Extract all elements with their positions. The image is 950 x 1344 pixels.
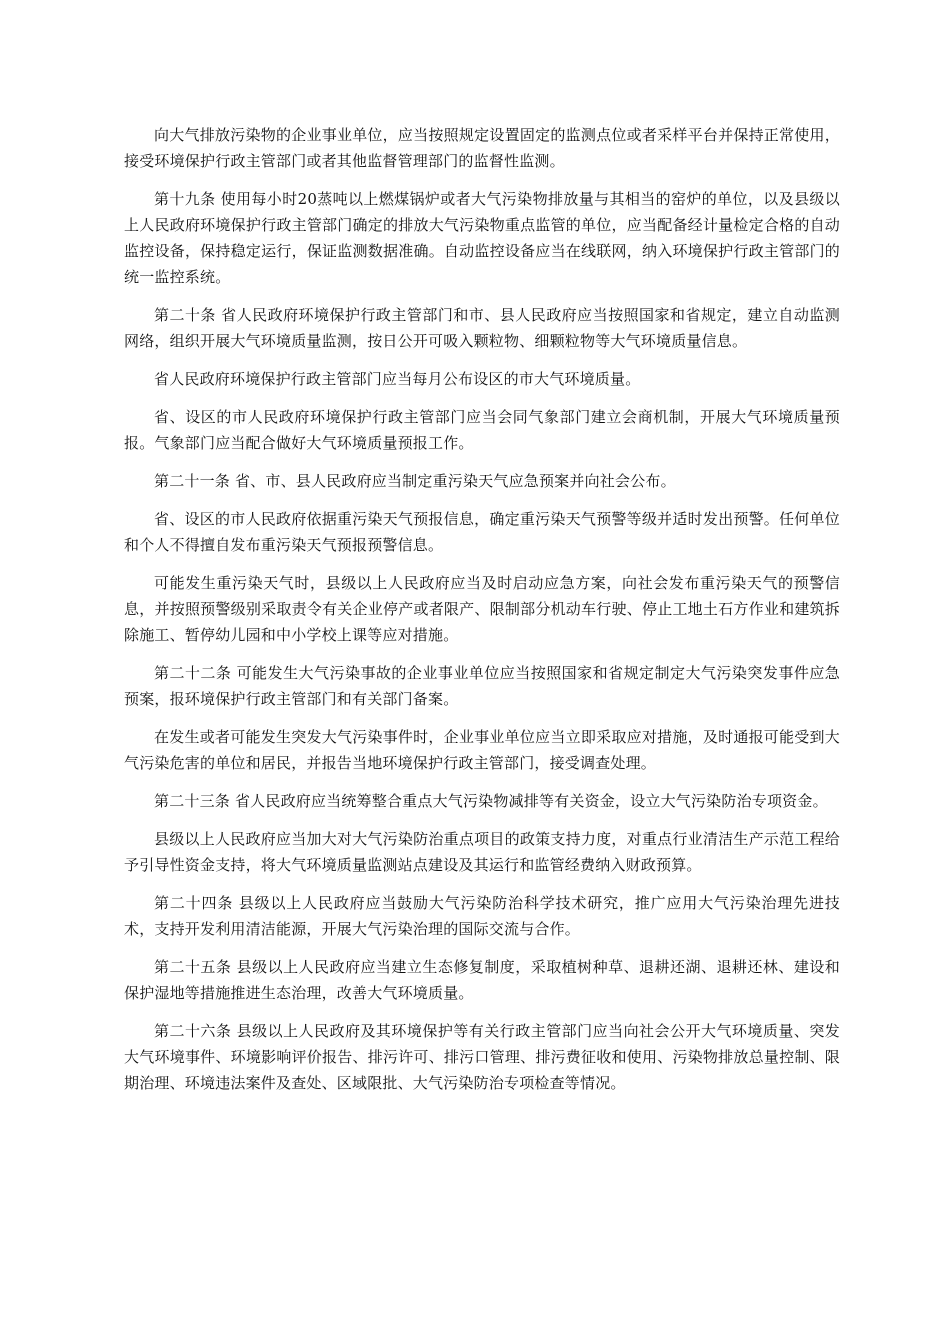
paragraph-article-23: 第二十三条 省人民政府应当统筹整合重点大气污染物减排等有关资金，设立大气污染防治专项资金。 (154, 792, 828, 810)
paragraph-forecast-mechanism: 省、设区的市人民政府环境保护行政主管部门应当会同气象部门建立会商机制，开展大气环境质量预报。气象部门应当配合做好大气环境质量预报工作。 (124, 408, 840, 452)
paragraph-article-26: 第二十六条 县级以上人民政府及其环境保护等有关行政主管部门应当向社会公开大气环境质量、突发大气环境事件、环境影响评价报告、排污许可、排污口管理、排污费征收和使用、污染物排放总量控制、限期治理、环境违法案件及查处、区域限批、大气污染防治专项检查等情况。 (124, 1022, 840, 1092)
document-body (124, 122, 840, 1108)
paragraph-article-21: 第二十一条 省、市、县人民政府应当制定重污染天气应急预案并向社会公布。 (154, 472, 676, 490)
paragraph-warning-level: 省、设区的市人民政府依据重污染天气预报信息，确定重污染天气预警等级并适时发出预警。任何单位和个人不得擅自发布重污染天气预报预警信息。 (124, 510, 840, 554)
paragraph-article-20: 第二十条 省人民政府环境保护行政主管部门和市、县人民政府应当按照国家和省规定，建立自动监测网络，组织开展大气环境质量监测，按日公开可吸入颗粒物、细颗粒物等大气环境质量信息。 (124, 306, 840, 350)
paragraph-incident-response: 在发生或者可能发生突发大气污染事件时，企业事业单位应当立即采取应对措施，及时通报可能受到大气污染危害的单位和居民，并报告当地环境保护行政主管部门，接受调查处理。 (124, 728, 840, 772)
paragraph-monthly-publication: 省人民政府环境保护行政主管部门应当每月公布设区的市大气环境质量。 (154, 370, 641, 388)
paragraph-article-25: 第二十五条 县级以上人民政府应当建立生态修复制度，采取植树种草、退耕还湖、退耕还林、建设和保护湿地等措施推进生态治理，改善大气环境质量。 (124, 958, 840, 1002)
paragraph-policy-support: 县级以上人民政府应当加大对大气污染防治重点项目的政策支持力度，对重点行业清洁生产示范工程给予引导性资金支持，将大气环境质量监测站点建设及其运行和监管经费纳入财政预算。 (124, 830, 840, 874)
paragraph-emergency-measures: 可能发生重污染天气时，县级以上人民政府应当及时启动应急方案，向社会发布重污染天气的预警信息，并按照预警级别采取责令有关企业停产或者限产、限制部分机动车行驶、停止工地土石方作业和建筑拆除施工、暂停幼儿园和中小学校上课等应对措施。 (124, 574, 840, 644)
paragraph-article-22: 第二十二条 可能发生大气污染事故的企业事业单位应当按照国家和省规定制定大气污染突发事件应急预案，报环境保护行政主管部门和有关部门备案。 (124, 664, 840, 708)
paragraph-article-19: 第十九条 使用每小时20蒸吨以上燃煤锅炉或者大气污染物排放量与其相当的窑炉的单位，以及县级以上人民政府环境保护行政主管部门确定的排放大气污染物重点监管的单位，应当配备经计量检定合格的自动监控设备，保持稳定运行，保证监测数据准确。自动监控设备应当在线联网，纳入环境保护行政主管部门的统一监控系统。 (124, 190, 840, 286)
paragraph-article-24: 第二十四条 县级以上人民政府应当鼓励大气污染防治科学技术研究，推广应用大气污染治理先进技术，支持开发利用清洁能源，开展大气污染治理的国际交流与合作。 (124, 894, 840, 938)
paragraph-monitoring-points: 向大气排放污染物的企业事业单位，应当按照规定设置固定的监测点位或者采样平台并保持正常使用，接受环境保护行政主管部门或者其他监督管理部门的监督性监测。 (124, 126, 840, 170)
